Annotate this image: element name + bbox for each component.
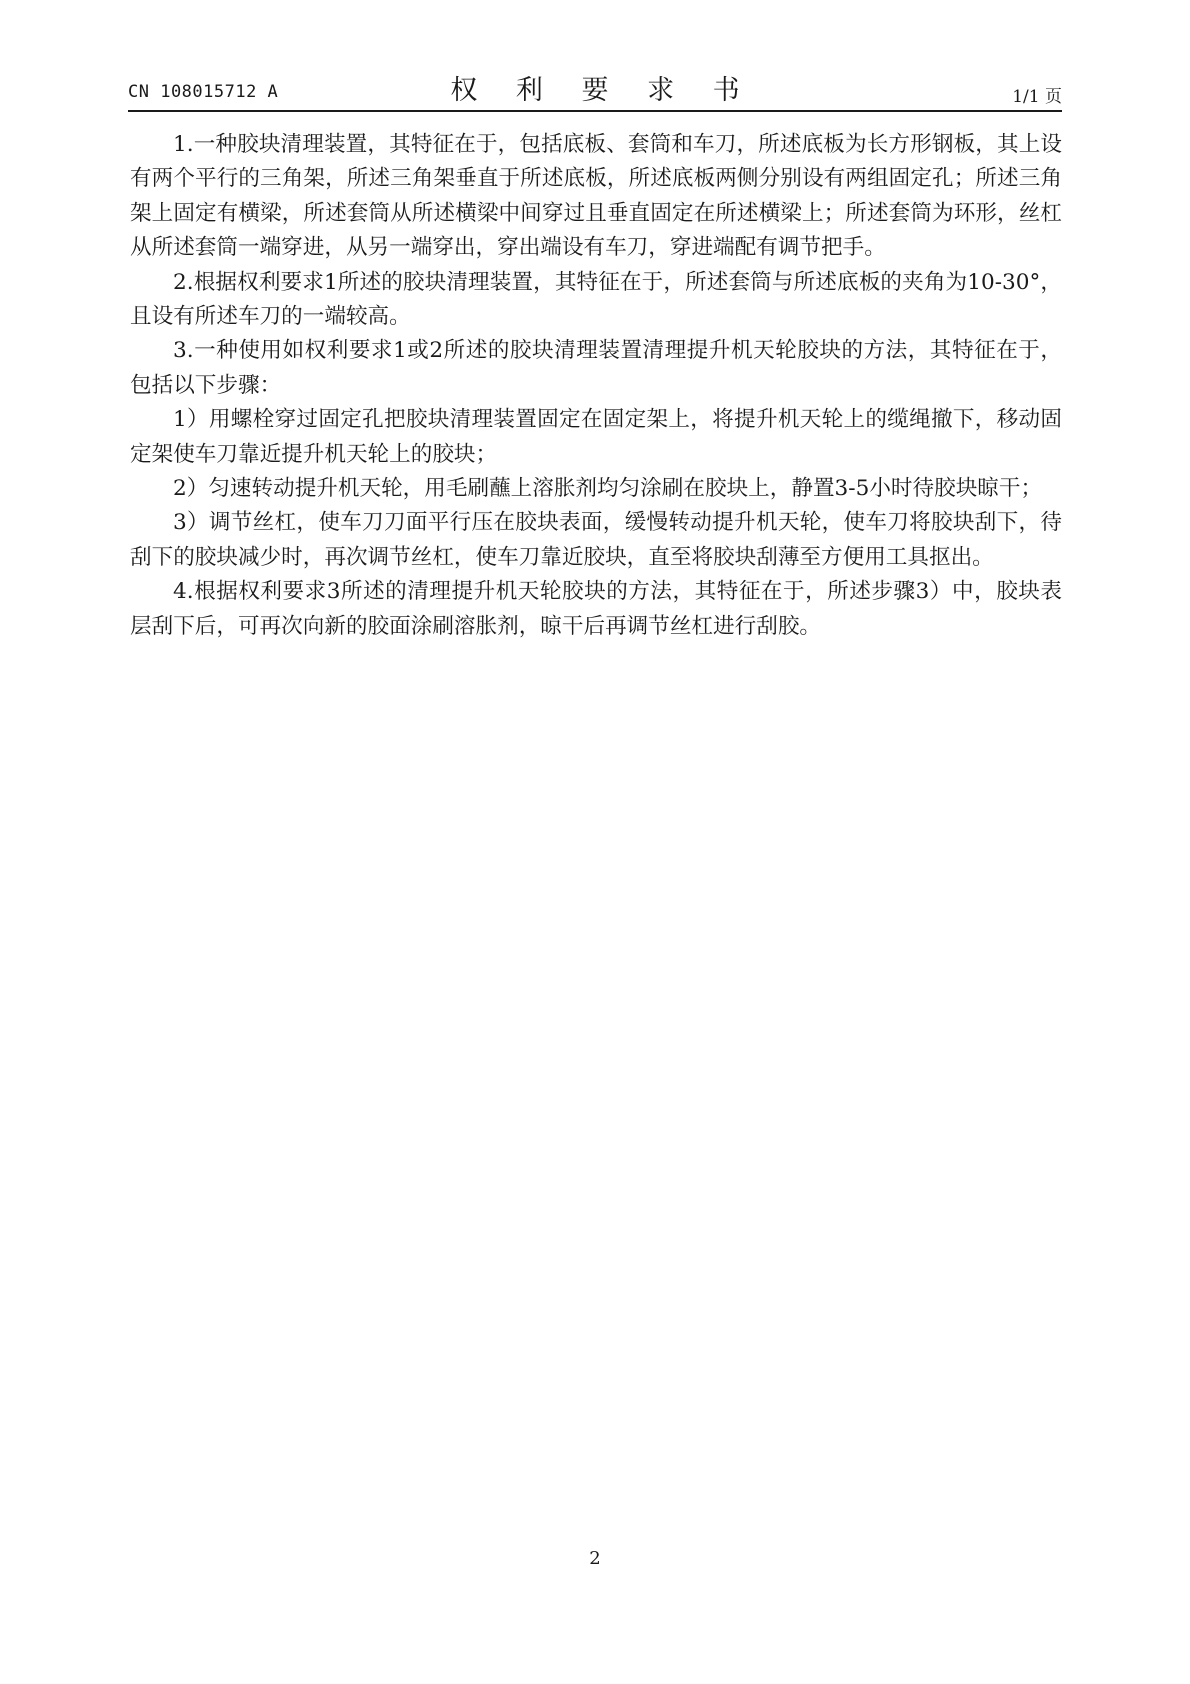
claim-4: 4.根据权利要求3所述的清理提升机天轮胶块的方法，其特征在于，所述步骤3）中，胶块表层刮下后，可再次向新的胶面涂刷溶胀剂，晾干后再调节丝杠进行刮胶。: [130, 579, 1062, 639]
header-rule: [128, 110, 1062, 112]
claim-3-step-1: 1）用螺栓穿过固定孔把胶块清理装置固定在固定架上，将提升机天轮上的缆绳撤下，移动固定架使车刀靠近提升机天轮上的胶块；: [130, 407, 1062, 467]
claim-2: 2.根据权利要求1所述的胶块清理装置，其特征在于，所述套筒与所述底板的夹角为10-30°，且设有所述车刀的一端较高。: [130, 269, 1062, 330]
claims-body: [130, 128, 1062, 644]
claim-3-step-2: 2）匀速转动提升机天轮，用毛刷蘸上溶胀剂均匀涂刷在胶块上，静置3-5小时待胶块晾干；: [173, 476, 1043, 502]
claim-3: 3.一种使用如权利要求1或2所述的胶块清理装置清理提升机天轮胶块的方法，其特征在于，包括以下步骤：: [130, 338, 1062, 398]
document-title: 权 利 要 求 书: [450, 75, 755, 106]
page-number: 2: [589, 1548, 601, 1569]
claim-1: 1.一种胶块清理装置，其特征在于，包括底板、套筒和车刀，所述底板为长方形钢板，其上设有两个平行的三角架，所述三角架垂直于所述底板，所述底板两侧分别设有两组固定孔；所述三角架上固定有横梁，所述套筒从所述横梁中间穿过且垂直固定在所述横梁上；所述套筒为环形，丝杠从所述套筒一端穿进，从另一端穿出，穿出端设有车刀，穿进端配有调节把手。: [130, 132, 1062, 261]
claim-3-step-3: 3）调节丝杠，使车刀刀面平行压在胶块表面，缓慢转动提升机天轮，使车刀将胶块刮下，待刮下的胶块减少时，再次调节丝杠，使车刀靠近胶块，直至将胶块刮薄至方便用工具抠出。: [130, 510, 1062, 570]
page-count: 1/1 页: [1012, 87, 1062, 107]
page-header: [128, 66, 1062, 110]
publication-number: CN 108015712 A: [128, 82, 279, 102]
